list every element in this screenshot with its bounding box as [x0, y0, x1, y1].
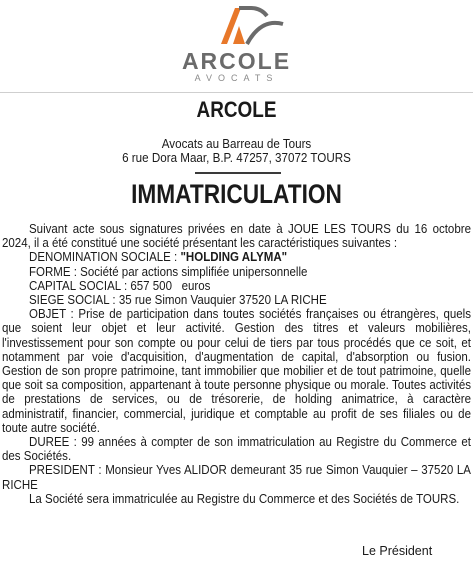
title-rule	[195, 172, 281, 174]
header-separator	[0, 92, 473, 93]
closing-paragraph: La Société sera immatriculée au Registre du Commerce et des Sociétés de TOURS.	[29, 490, 460, 506]
siege-line: SIEGE SOCIAL : 35 rue Simon Vauquier 37520 LA RICHE	[29, 292, 327, 308]
notice-title: IMMATRICULATION	[131, 179, 342, 209]
denomination-value: "HOLDING ALYMA"	[180, 249, 288, 265]
notice-body	[2, 222, 471, 506]
forme-line: FORME : Société par actions simplifiée unipersonnelle	[29, 263, 308, 279]
brand-subtitle: AVOCATS	[194, 73, 279, 83]
intro-paragraph: Suivant acte sous signatures privées en date à JOUE LES TOURS du 16 octobre 2024, il a été constitué une société présentant les caractéristiques suivantes :	[2, 221, 471, 251]
duree-paragraph: DUREE : 99 années à compter de son immatriculation au Registre du Commerce et des Sociétés.	[2, 434, 471, 464]
org-name: ARCOLE	[196, 97, 277, 122]
signature: Le Président	[362, 544, 433, 558]
org-line-1: Avocats au Barreau de Tours	[161, 137, 312, 151]
president-paragraph: PRESIDENT : Monsieur Yves ALIDOR demeurant 35 rue Simon Vauquier – 37520 LA RICHE	[2, 462, 471, 492]
arcole-arch-logo-icon	[177, 4, 297, 48]
org-address: 6 rue Dora Maar, B.P. 47257, 37072 TOURS	[122, 151, 351, 165]
objet-paragraph: OBJET : Prise de participation dans toutes sociétés françaises ou étrangères, quels que soient leur objet et leur activité. Gestion des titres et valeurs mobilières, l'investissement pour son compte ou pour celui de tiers par tous procédés que ce soit, et notamment par voie d'acquisition, d'augmentation de capital, d'absorption ou fusion. Gestion de son propre patrimoine, tant immobilier que mobilier et de tout patrimoine, quelle que soit sa composition, appartenant à toute personne physique ou morale. Toutes activités de prestations de services, ou de trésorerie, de holding animatrice, à caractère administratif, financier, commercial, juridique et comptable au profit de ses filiales ou de toute autre société.	[2, 306, 471, 435]
denomination-label: DENOMINATION SOCIALE :	[29, 249, 181, 265]
capital-line: CAPITAL SOCIAL : 657 500 euros	[29, 277, 211, 293]
denomination-line	[2, 250, 471, 264]
brand-name: ARCOLE	[181, 48, 292, 74]
logo	[0, 4, 473, 83]
